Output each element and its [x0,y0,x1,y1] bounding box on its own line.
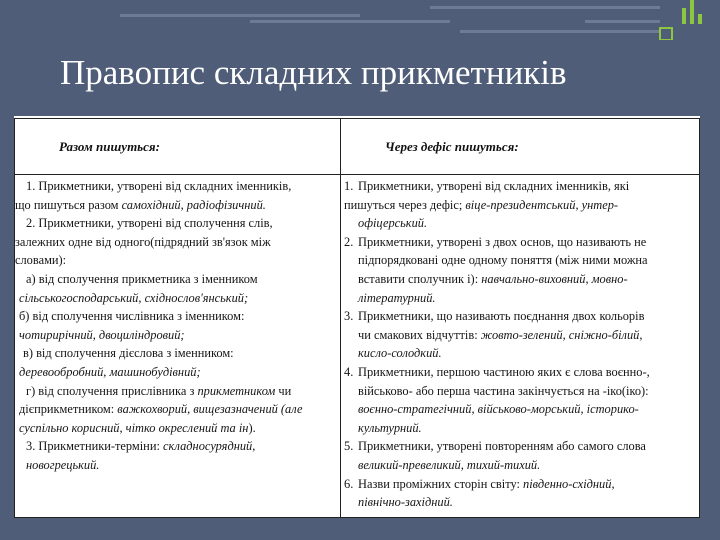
right-item4-line2: військово- або перша частина закінчується на -іко(іко): [358,383,649,398]
right-item3-line2 [344,326,698,345]
right-item3-text: Прикметники, що називають поєднання двох кольорів [358,309,645,324]
right-item1-number: 1. [344,179,354,193]
left-item3-example-2: новогрецький. [26,457,100,472]
right-item2-line3 [344,270,698,289]
left-g-line2 [15,400,337,419]
right-item6-line1 [344,475,698,494]
right-item6-text: Назви проміжних сторін світу: [358,476,524,491]
right-item6-example-2: північно-західний. [358,495,453,510]
right-item3-example: жовто-зелений, сніжно-білий, [480,327,643,342]
right-item2-line1 [344,233,698,252]
header-right: Через дефіс пишуться: [385,139,519,154]
content-sheet [14,116,700,518]
right-item2-text-3: вставити сполучник і): [358,271,482,286]
left-v-text: в) від сполучення дієслова з іменником: [23,346,234,361]
left-g-text-4: ). [248,420,256,435]
header-left: Разом пишуться: [59,139,160,154]
right-item4-example: воєнно-стратегічний, військово-морський, історико- [358,402,639,417]
right-item4-text: Прикметники, першою частиною яких є слова воєнно-, [358,364,650,379]
left-item2-line1: 2. Прикметники, утворені від сполучення слів, [26,216,273,231]
left-g-text-3: дієприкметником: [19,402,118,417]
accent-bar-3 [698,14,702,24]
table-header-divider [15,174,699,175]
right-item3-example-2: кисло-солодкий. [358,346,442,361]
left-item1-line1: 1. Прикметники, утворені від складних іменників, [26,179,292,193]
decor-bar-4 [460,30,660,33]
right-item1-line2 [344,196,698,215]
left-b-example: чотирирічний, двоциліндровий; [19,327,185,342]
right-item6-example: південно-східний, [523,476,615,491]
right-item5-text: Прикметники, утворені повторенням або самого слова [358,439,646,454]
accent-bar-1 [682,8,686,24]
right-item3-number: 3. [344,309,354,324]
table-column-divider [340,119,341,517]
right-item2-number: 2. [344,234,354,249]
left-v-example: деревообробний, машинобудівний; [19,364,201,379]
right-column [344,177,698,512]
right-item1 [344,177,698,233]
decor-bar-2 [250,20,450,23]
left-column [15,177,337,475]
header-decoration [0,0,720,40]
right-item5-line1 [344,437,698,456]
decor-bar-5 [585,20,660,23]
right-item5-example: великий-превеликий, тихий-тихий. [358,457,541,472]
right-item6-number: 6. [344,476,354,491]
left-item1-line2 [15,196,337,215]
left-g-italic-2: важкохворий, вищезазначений (але [117,402,303,417]
right-item5-number: 5. [344,439,354,454]
decor-bar-3 [430,6,660,9]
right-item1-example: віце-президентський, унтер- [465,197,619,212]
right-item1-text: Прикметники, утворені від складних іменників, які [358,179,630,193]
right-item1-example-2: офіцерський. [358,216,428,231]
right-item3-text-2: чи смакових відчуттів: [358,327,481,342]
accent-square-outline [660,28,672,40]
left-item1-example: самохідний, радіофізичний. [121,197,266,212]
right-item2-example: навчально-виховний, мовно- [481,271,628,286]
right-item3-line1 [344,307,698,326]
left-g-text-2: чи [275,383,292,398]
left-a-text: а) від сполучення прикметника з іменником [26,271,258,286]
left-g-line1 [15,382,337,401]
left-item2-line2: залежних одне від одного(підрядний зв'язок між [15,234,271,249]
right-item4-number: 4. [344,364,354,379]
left-g-italic-1: прикметником [197,383,276,398]
left-item1-text: що пишуться разом [15,197,122,212]
right-item4-line1 [344,363,698,382]
accent-bar-2 [690,0,694,24]
right-item2-text: Прикметники, утворені з двох основ, що називають не [358,234,647,249]
left-item2-line3: словами): [15,253,67,268]
left-g-line3 [15,419,337,438]
decor-bar-1 [120,14,360,17]
left-g-text: г) від сполучення прислівника з [26,383,198,398]
right-item2-line2: підпорядковані одне одному поняття (між ними можна [358,253,648,268]
right-item1-line1 [344,177,698,196]
rules-table [14,118,700,518]
slide-title: Правопис складних прикметників [60,53,567,92]
left-a-example: сільськогосподарський, східнослов'янський; [19,290,249,305]
left-item3-text: 3. Прикметники-терміни: [26,439,163,454]
right-item2-example-2: літературний. [358,290,436,305]
right-item4-example-2: культурний. [358,420,422,435]
left-g-italic-3: суспільно корисний, чітко окреслений та ін [19,420,249,435]
left-item3-line1 [15,437,337,456]
left-item3-example-1: складносурядний, [163,439,256,454]
right-item1-text-2: пишуться через дефіс; [344,197,466,212]
left-b-text: б) від сполучення числівника з іменником: [19,309,245,324]
